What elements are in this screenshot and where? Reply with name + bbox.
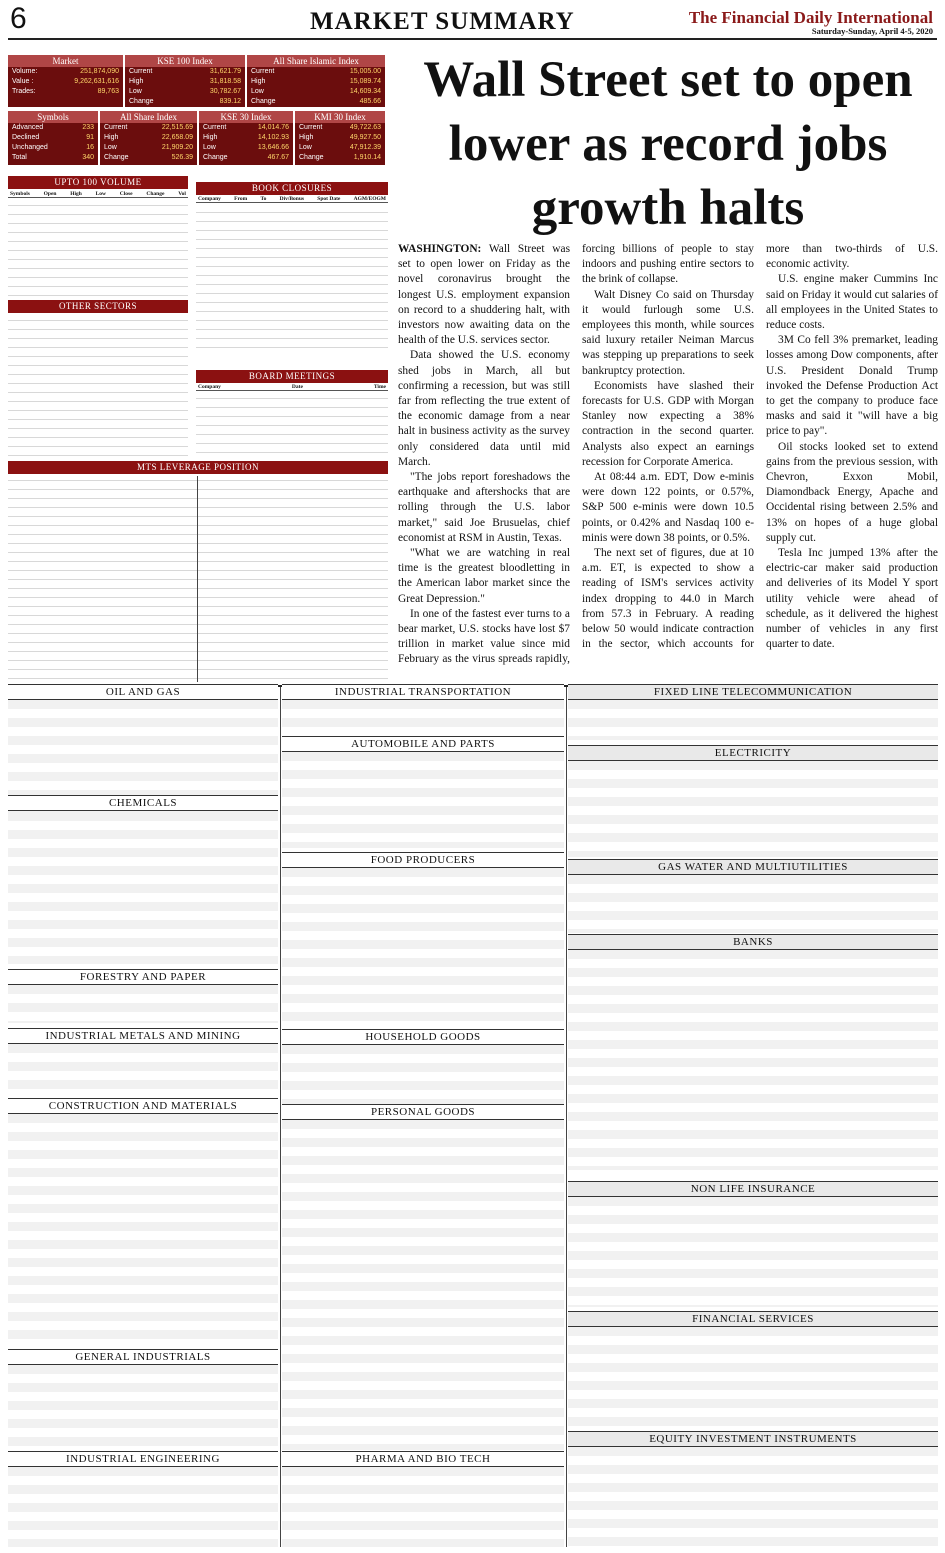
chemicals-title: CHEMICALS [8, 795, 278, 811]
col-header: From [234, 196, 248, 202]
market-box [8, 55, 123, 107]
index-label: Low [299, 144, 312, 151]
banks-table-body [568, 950, 938, 1170]
market-value: 9,262,631,616 [74, 78, 119, 85]
index-value: 31,818.58 [209, 78, 241, 85]
index-label: Current [104, 124, 128, 131]
book-closures-header [196, 196, 388, 203]
food-table-body [282, 868, 564, 1044]
financial-table-body [568, 1327, 938, 1431]
col-header: Div/Bonus [279, 196, 305, 202]
auto-title: AUTOMOBILE AND PARTS [282, 736, 564, 752]
board-meetings-table-body [196, 394, 388, 456]
ind-transport-table-body [282, 700, 564, 736]
mts-table-body [8, 476, 388, 682]
gas-water-title: GAS WATER AND MULTIUTILITIES [568, 859, 938, 875]
market-value: 251,874,090 [80, 68, 119, 75]
ind-metals-title: INDUSTRIAL METALS AND MINING [8, 1028, 278, 1044]
ind-eng-table-body [8, 1467, 278, 1547]
electricity-title: ELECTRICITY [568, 745, 938, 761]
oil-gas-title: OIL AND GAS [8, 684, 278, 700]
book-closures-table-body [196, 208, 388, 354]
col-header: To [260, 196, 267, 202]
board-meetings-header [196, 384, 388, 391]
allshare-islamic-box [247, 55, 385, 107]
financial-title: FINANCIAL SERVICES [568, 1311, 938, 1327]
col-header: Time [373, 384, 386, 390]
forestry-title: FORESTRY AND PAPER [8, 969, 278, 985]
allshare-title: All Share Index [100, 111, 197, 123]
col-header: Low [95, 191, 107, 197]
upto100-header [8, 191, 188, 198]
index-value: 14,102.93 [257, 134, 289, 141]
symbols-box [8, 111, 98, 165]
index-label: Current [203, 124, 227, 131]
symbols-label: Total [12, 154, 27, 161]
col-header: Date [291, 384, 303, 390]
index-value: 22,515.69 [161, 124, 193, 131]
col-header: Symbols [10, 191, 30, 197]
book-closures-title: BOOK CLOSURES [196, 182, 388, 195]
symbols-label: Declined [12, 134, 40, 141]
ind-transport-title: INDUSTRIAL TRANSPORTATION [282, 684, 564, 700]
symbols-value: 91 [86, 134, 94, 141]
index-value: 30,782.67 [209, 88, 241, 95]
upto100-table-body [8, 201, 188, 297]
pharma-table-body [282, 1467, 564, 1547]
index-value: 485.66 [359, 98, 381, 105]
non-life-title: NON LIFE INSURANCE [568, 1181, 938, 1197]
column-divider [280, 687, 281, 1547]
pharma-title: PHARMA AND BIO TECH [282, 1451, 564, 1467]
index-label: Change [251, 98, 276, 105]
construction-title: CONSTRUCTION AND MATERIALS [8, 1098, 278, 1114]
col-header: Close [119, 191, 133, 197]
index-value: 49,722.63 [349, 124, 381, 131]
index-label: Change [104, 154, 129, 161]
index-value: 467.67 [267, 154, 289, 161]
market-label: Volume: [12, 68, 38, 75]
other-sectors-title: OTHER SECTORS [8, 300, 188, 313]
article-body [398, 242, 938, 682]
headline: Wall Street set to open lower as record jobs growth halts [423, 52, 913, 236]
article-paragraph: The next set of figures, due at 10 a.m. ET, is expected to show a reading of ISM's services activity index dropping to 44.0 in March from 57.3 in February. A reading below 50 would indicate contraction in the sector, which accounts for more than two-thirds of U.S. economic activity. [582, 243, 938, 651]
auto-table-body [282, 752, 564, 848]
market-box-title: Market [8, 55, 123, 67]
general-ind-title: GENERAL INDUSTRIALS [8, 1349, 278, 1365]
col-header: Open [43, 191, 57, 197]
section-title: MARKET SUMMARY [310, 8, 575, 35]
article-paragraph: 3M Co fell 3% premarket, leading losses among Dow components, after U.S. President Donald Trump invoked the Defense Production Act to get the company to produce face masks and said it "will have a big price to pay". [766, 334, 938, 438]
index-label: Change [203, 154, 228, 161]
equity-inv-table-body [568, 1447, 938, 1547]
personal-table-body [282, 1120, 564, 1450]
symbols-value: 16 [86, 144, 94, 151]
index-label: Current [299, 124, 323, 131]
index-value: 49,927.50 [349, 134, 381, 141]
index-label: High [299, 134, 314, 141]
index-label: Low [203, 144, 216, 151]
kse30-box [199, 111, 293, 165]
symbols-value: 340 [82, 154, 94, 161]
kse100-box [125, 55, 245, 107]
article-paragraph: U.S. engine maker Cummins Inc said on Friday it would cut salaries of all employees in the United States to reduce costs. [766, 273, 938, 332]
symbols-label: Unchanged [12, 144, 48, 151]
banks-title: BANKS [568, 934, 938, 950]
general-ind-table-body [8, 1365, 278, 1447]
index-label: High [104, 134, 119, 141]
index-value: 13,646.66 [257, 144, 289, 151]
index-label: High [203, 134, 218, 141]
symbols-label: Advanced [12, 124, 44, 131]
index-value: 47,912.39 [349, 144, 381, 151]
column-divider [566, 687, 567, 1547]
fixed-line-title: FIXED LINE TELECOMMUNICATION [568, 684, 938, 700]
index-label: Change [129, 98, 154, 105]
kmi30-box [295, 111, 385, 165]
chemicals-table-body [8, 812, 278, 964]
household-title: HOUSEHOLD GOODS [282, 1029, 564, 1045]
construction-table-body [8, 1114, 278, 1346]
ind-metals-table-body [8, 1044, 278, 1094]
food-title: FOOD PRODUCERS [282, 852, 564, 868]
household-table-body [282, 1045, 564, 1105]
article-paragraph: In one of the fastest ever turns to a bear market, U.S. stocks have lost $7 trillion in market value since mid February as the virus spreads rapidly, forcing billions of people to stay indoors and pushing entire sectors to the brink of collapse. [398, 243, 754, 666]
board-meetings-title: BOARD MEETINGS [196, 370, 388, 383]
col-header: Company [198, 196, 221, 202]
index-value: 839.12 [219, 98, 241, 105]
col-header: Spot Date [317, 196, 341, 202]
index-label: Low [104, 144, 117, 151]
index-label: Current [129, 68, 153, 75]
market-label: Trades: [12, 88, 36, 95]
index-value: 15,005.00 [349, 68, 381, 75]
index-value: 22,658.09 [161, 134, 193, 141]
col-header: Company [198, 384, 221, 390]
newspaper-name: The Financial Daily International [688, 8, 933, 27]
index-label: Low [129, 88, 142, 95]
index-label: Change [299, 154, 324, 161]
mts-divider [197, 476, 198, 682]
col-header: High [70, 191, 82, 197]
index-value: 31,621.79 [209, 68, 241, 75]
page-number: 6 [10, 2, 27, 35]
equity-inv-title: EQUITY INVESTMENT INSTRUMENTS [568, 1431, 938, 1447]
kse100-title: KSE 100 Index [125, 55, 245, 67]
allshare-box [100, 111, 197, 165]
allshare-islamic-title: All Share Islamic Index [247, 55, 385, 67]
mts-title: MTS LEVERAGE POSITION [8, 461, 388, 474]
other-sectors-table-body [8, 316, 188, 456]
article-paragraph: "The jobs report foreshadows the earthquake and aftershocks that are rolling through the U.S. labor market," said Joe Brusuelas, chief economist at RSM in Austin, Texas. [398, 471, 570, 544]
paragraph-text: Wall Street was set to open lower on Friday as the novel coronavirus brought the longest U.S. employment expansion on record to a shuddering halt, with investors now awaiting data on the health of the U.S. services sector. [398, 243, 570, 347]
article-paragraph: At 08:44 a.m. EDT, Dow e-minis were down 122 points, or 0.57%, S&P 500 e-minis were down 10.5 points, or 0.42% and Nasdaq 100 e-minis were down 38 points, or 0.5%. [582, 471, 754, 544]
article-paragraph: "What we are watching in real time is the greatest bloodletting in the American labor market since the Great Depression." [398, 547, 570, 605]
forestry-table-body [8, 985, 278, 1023]
index-label: Current [251, 68, 275, 75]
index-label: High [129, 78, 144, 85]
personal-title: PERSONAL GOODS [282, 1104, 564, 1120]
market-label: Value : [12, 78, 34, 85]
dateline: WASHINGTON: [398, 243, 482, 255]
article-paragraph: Data showed the U.S. economy shed jobs in March, all but confirming a recession, but was still far from reflecting the true extent of the economic damage from a near halt in business activity as the survey only considered data until mid March. [398, 349, 570, 468]
fixed-line-table-body [568, 700, 938, 740]
symbols-title: Symbols [8, 111, 98, 123]
index-value: 14,609.34 [349, 88, 381, 95]
index-value: 14,014.76 [257, 124, 289, 131]
non-life-table-body [568, 1197, 938, 1307]
col-header: AGM/EOGM [353, 196, 386, 202]
article-paragraph: Oil stocks looked set to extend gains from the previous session, with Chevron, Exxon Mobil, Diamondback Energy, Apache and Occidental rising between 2.5% and 13% on hopes of a huge global supply cut. [766, 440, 938, 544]
col-header: Change [146, 191, 165, 197]
col-header: Vol [178, 191, 186, 197]
index-label: High [251, 78, 266, 85]
index-value: 526.39 [171, 154, 193, 161]
article-paragraph: Tesla Inc jumped 13% after the electric-car maker said production and deliveries of its Model Y sport utility vehicle were ahead of schedule, as it delivered the highest number of vehicles in any first quarter to date. [766, 547, 938, 651]
index-value: 21,909.20 [161, 144, 193, 151]
market-value: 89,763 [97, 88, 119, 95]
article-paragraph [398, 242, 570, 348]
index-value: 15,089.74 [349, 78, 381, 85]
index-value: 1,910.14 [353, 154, 381, 161]
issue-date: Saturday-Sunday, April 4-5, 2020 [811, 26, 933, 36]
kse30-title: KSE 30 Index [199, 111, 293, 123]
symbols-value: 233 [82, 124, 94, 131]
kmi30-title: KMI 30 Index [295, 111, 385, 123]
index-label: Low [251, 88, 264, 95]
ind-eng-title: INDUSTRIAL ENGINEERING [8, 1451, 278, 1467]
electricity-table-body [568, 761, 938, 857]
header-rule [8, 38, 937, 40]
article-paragraph: Walt Disney Co said on Thursday it would furlough some U.S. employees this month, while sources said luxury retailer Neiman Marcus was stepping up preparations to seek bankruptcy protection. [582, 288, 754, 377]
upto100-title: UPTO 100 VOLUME [8, 176, 188, 189]
article-paragraph: Economists have slashed their forecasts for U.S. GDP with Morgan Stanley now expecting a 38% contraction in the second quarter. Analysts also expect an earnings recession for Corporate America. [582, 379, 754, 468]
gas-water-table-body [568, 875, 938, 933]
